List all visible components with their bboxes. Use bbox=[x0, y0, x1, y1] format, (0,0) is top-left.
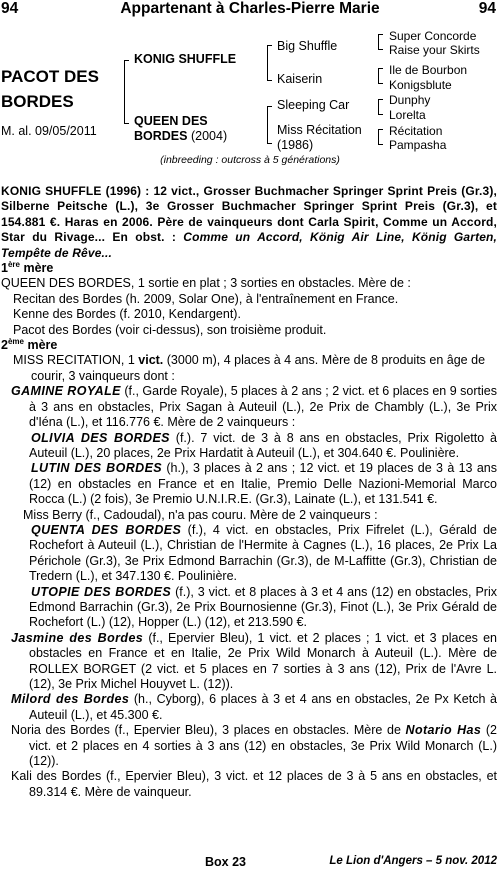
page-header bbox=[0, 0, 500, 20]
produce-quenta: QUENTA DES BORDES (f.), 4 vict. en obstacles, Prix Fifrelet (L.), Gérald de Rochefort à Auteuil (L.), Christian de l'Hermite à Cagnes (L.), 16 places, 2e Prix La Périchole (Gr.3), 3e Prix Edmond Barrachin (Gr.3), de M-Laffitte (Gr.3), Christian de Tredern (L.), et 347.130 €. Poulinière. bbox=[29, 522, 498, 584]
sds: Ile de Bourbon bbox=[389, 63, 468, 77]
produce-olivia: OLIVIA DES BORDES (f.). 7 vict. de 3 à 8 ans en obstacles, Prix Rigoletto à Auteuil (L.), 20 places, 2e Prix Hardatit à Auteuil (L.), et 304.640 €. Poulinière. bbox=[29, 430, 497, 460]
ddd: Pampasha bbox=[389, 138, 447, 152]
produce-milord: Milord des Bordes (h., Cyborg), 6 places à 3 et 4 ans en obstacles, 2e Px Ketch à Auteuil (L.), et 45.300 €. bbox=[11, 692, 497, 722]
sire-name: KONIG SHUFFLE bbox=[134, 52, 237, 66]
produce-noria: Noria des Bordes (f., Epervier Bleu), 3 places en obstacles. Mère de Notario Has (2 vict. et 2 places en 4 sorties à 3 ans (12) en obstacles, 3e Prix Wild Monarch (L.) (12)). bbox=[11, 723, 497, 769]
sale-location: Le Lion d'Angers – 5 nov. 2012 bbox=[329, 855, 497, 867]
dam-dam: Miss Récitation (1986) bbox=[277, 123, 362, 152]
ssd: Raise your Skirts bbox=[389, 43, 480, 57]
produce-lutin: LUTIN DES BORDES (h.), 3 places à 2 ans ; 12 vict. et 19 places de 3 à 13 ans (12) en obstacles en France et en Italie, Premio Delle Nazioni-Memorial Marco Rocca (L.) (2 fois), 3e Premio U.N.I.R.E. (Gr.3), Lainate (L.), et 131.541 €. bbox=[29, 461, 497, 507]
dam-name: QUEEN DES BORDES (2004) bbox=[134, 114, 228, 143]
first-dam-intro: QUEEN DES BORDES, 1 sortie en plat ; 3 sorties en obstacles. Mère de : bbox=[1, 276, 411, 291]
bracket-sd bbox=[378, 68, 383, 84]
second-dam-intro: MISS RECITATION, 1 vict. (3000 m), 4 places à 4 ans. Mère de 8 produits en âge de courir, 3 vainqueurs dont : bbox=[13, 353, 486, 383]
bracket-dam bbox=[267, 106, 272, 144]
foal-item: Pacot des Bordes (voir ci-dessus), son troisième produit. bbox=[13, 322, 327, 337]
produce-kali: Kali des Bordes (f., Epervier Bleu), 3 vict. et 12 places de 3 à 5 ans en obstacles, et 89.314 €. Mère de vainqueur. bbox=[11, 769, 497, 799]
page-number-left: 94 bbox=[1, 0, 19, 17]
dsd: Lorelta bbox=[389, 108, 426, 122]
bracket-dd bbox=[378, 129, 383, 145]
catalogue-body bbox=[1, 184, 497, 800]
horse-name: PACOT DES BORDES bbox=[1, 67, 99, 111]
foal-item: Recitan des Bordes (h. 2009, Solar One), à l'entraînement en France. bbox=[13, 291, 399, 306]
first-dam-heading: 1ère mère bbox=[1, 259, 54, 276]
owner-title: Appartenant à Charles-Pierre Marie bbox=[120, 0, 380, 17]
sss: Super Concorde bbox=[389, 29, 477, 43]
produce-gamine: GAMINE ROYALE (f., Garde Royale), 5 places à 2 ans ; 2 vict. et 6 places en 9 sorties à 3 ans en obstacles, Prix Sagan à Auteuil (L.), 2e Prix de Chambly (L.), 3e Prix d'Iéna (L.), et 116.776 €. Mère de 2 vainqueurs : bbox=[11, 384, 498, 430]
foal-item: Kenne des Bordes (f. 2010, Kendargent). bbox=[13, 307, 241, 322]
bracket-ss bbox=[378, 34, 383, 50]
sire-dam: Kaiserin bbox=[277, 72, 323, 86]
produce-berry: Miss Berry (f., Cadoudal), n'a pas couru. Mère de 2 vainqueurs : bbox=[23, 507, 378, 522]
page-number-right: 94 bbox=[478, 0, 496, 17]
horse-meta: M. al. 09/05/2011 bbox=[1, 124, 97, 138]
inbreeding-note: (inbreeding : outcross à 5 générations) bbox=[160, 154, 340, 166]
box-number: Box 23 bbox=[205, 855, 246, 869]
pedigree-table bbox=[0, 28, 500, 184]
dam-sire: Sleeping Car bbox=[277, 98, 350, 112]
bracket-ds bbox=[378, 99, 383, 115]
bracket-sire bbox=[267, 45, 272, 81]
sire-sire: Big Shuffle bbox=[277, 39, 338, 53]
produce-jasmine: Jasmine des Bordes (f., Epervier Bleu), 1 vict. et 2 places ; 1 vict. et 3 places en obstacles en France et en Italie, 2e Prix Wild Monarch à Auteuil (L.). Mère de ROLLEX BORGET (2 vict. et 5 places en 7 sorties à 3 ans (12), Prix de l'Avre L. (12), 3e Prix Michel Houyvet L. (12)). bbox=[11, 630, 497, 691]
sdd: Konigsblute bbox=[389, 78, 452, 92]
dss: Dunphy bbox=[389, 93, 431, 107]
dds: Récitation bbox=[389, 124, 443, 138]
second-dam-heading: 2ème mère bbox=[1, 336, 58, 353]
page-footer bbox=[0, 855, 500, 871]
stallion-paragraph: KONIG SHUFFLE (1996) : 12 vict., Grosser Buchmacher Springer Sprint Preis (Gr.3), Silberne Peitsche (L.), 3e Grosser Buchmacher Springer Sprint Preis (Gr.3), et 154.881 €. Haras en 2006. Père de vainqueurs dont Carla Spirit, Comme un Accord, Star du Rivage... En obst. : Comme un Accord, König Air Line, König Garten, Tempête de Rêve... bbox=[1, 184, 497, 260]
bracket-gen1 bbox=[124, 60, 129, 124]
produce-utopie: UTOPIE DES BORDES (f.), 3 vict. et 8 places à 3 et 4 ans (12) en obstacles, Prix Edmond Barrachin (Gr.3), 2e Prix Bournosienne (Gr.3), Finot (L.), 3e Prix Gérald de Rochefort (L.) (12), Hopper (L.) (12), et 213.590 €. bbox=[29, 584, 497, 630]
